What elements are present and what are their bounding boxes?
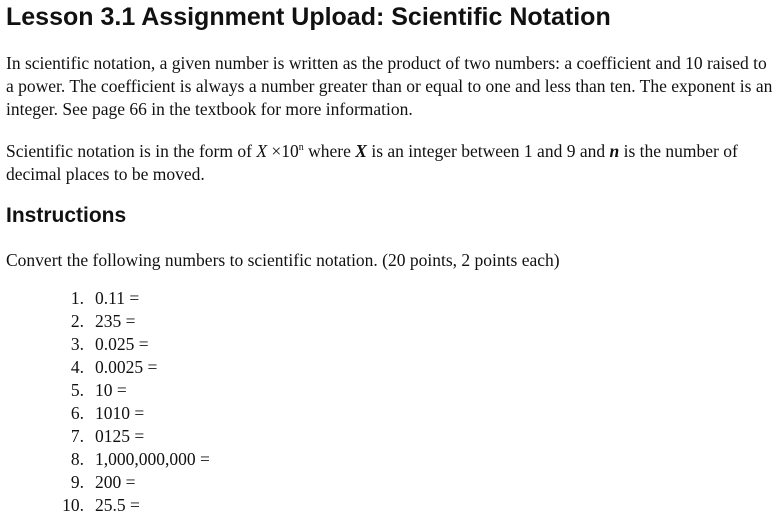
intro-paragraph: In scientific notation, a given number is written as the product of two numbers: a coefficient and 10 raised to a power. The coefficient is always a number greater than or equal to one and less than ten. The exponent is an integer. See page 66 in the textbook for more information. (6, 53, 773, 119)
problem-item (6, 471, 778, 494)
notation-form-paragraph (6, 140, 778, 186)
problem-item (6, 310, 778, 333)
problem-number: 6. (70, 403, 84, 423)
form-variable-x-bold: X (355, 141, 367, 161)
problem-text: 1,000,000,000 = (95, 449, 210, 469)
problem-item (6, 333, 778, 356)
problem-number: 2. (70, 311, 84, 331)
problem-number: 10. (62, 495, 84, 515)
page-title: Lesson 3.1 Assignment Upload: Scientific Notation (6, 3, 611, 31)
directions-paragraph: Convert the following numbers to scientific notation. (20 points, 2 points each) (6, 250, 560, 270)
instructions-heading: Instructions (6, 204, 127, 227)
problem-item (6, 356, 778, 379)
problem-number: 5. (70, 380, 84, 400)
problem-item (6, 425, 778, 448)
problem-text: 200 = (95, 472, 136, 492)
problem-number: 9. (70, 472, 84, 492)
problem-item (6, 494, 778, 517)
problem-number: 1. (70, 288, 84, 308)
problem-number: 4. (70, 357, 84, 377)
assignment-page (6, 0, 778, 517)
problem-item (6, 379, 778, 402)
problem-number: 7. (70, 426, 84, 446)
problem-list (6, 287, 778, 517)
form-exponent: n (298, 142, 304, 153)
form-middle: where (303, 141, 356, 161)
problem-item (6, 402, 778, 425)
problem-number: 3. (70, 334, 84, 354)
problem-text: 235 = (95, 311, 136, 331)
problem-text: 0.11 = (95, 288, 140, 308)
problem-number: 8. (70, 449, 84, 469)
problem-text: 0.025 = (95, 334, 149, 354)
problem-text: 0125 = (95, 426, 145, 446)
problem-text: 10 = (95, 380, 127, 400)
form-between: is an integer between 1 and 9 and (366, 141, 610, 161)
problem-text: 0.0025 = (95, 357, 158, 377)
form-variable-n-bold: n (609, 141, 620, 161)
problem-item (6, 448, 778, 471)
form-suffix: is the number of decimal places to be moved. (6, 141, 738, 184)
form-prefix: Scientific notation is in the form of (6, 141, 257, 161)
problem-item (6, 287, 778, 310)
problem-text: 25.5 = (95, 495, 140, 515)
problem-text: 1010 = (95, 403, 145, 423)
form-variable-x: X (256, 141, 268, 161)
form-times-ten: ×10 (267, 141, 299, 161)
